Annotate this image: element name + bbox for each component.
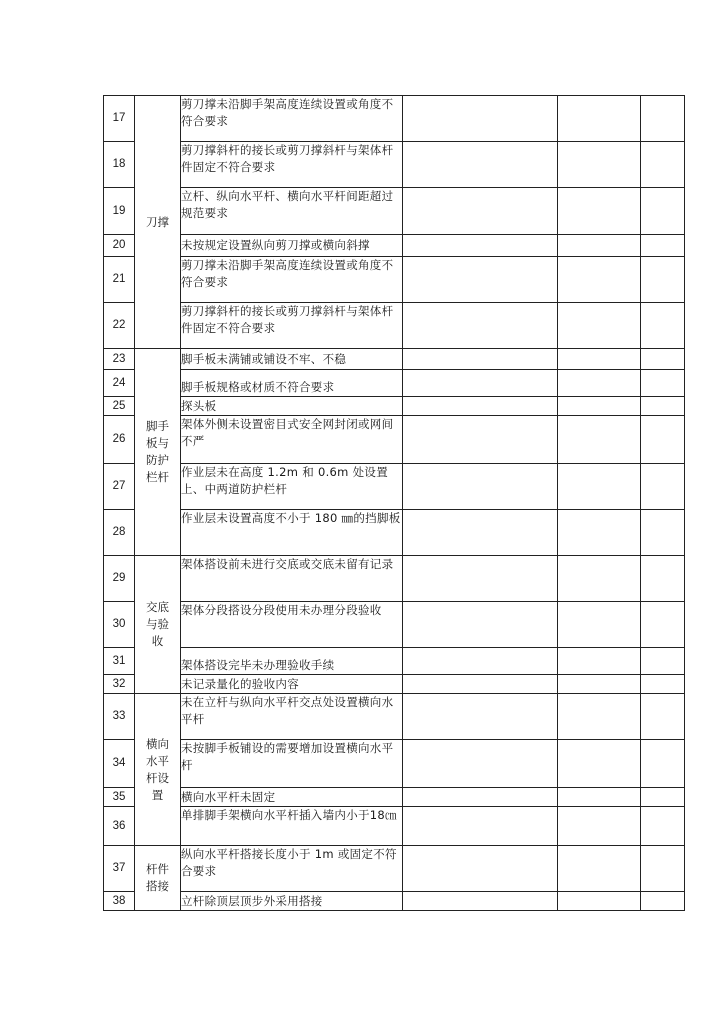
row-number: 36	[104, 807, 135, 846]
row-number: 19	[104, 188, 135, 235]
check-item: 剪刀撑未沿脚手架高度连续设置或角度不符合要求	[181, 257, 403, 303]
blank-cell	[558, 464, 641, 510]
blank-cell	[403, 602, 558, 648]
blank-cell	[641, 370, 685, 397]
row-number: 30	[104, 602, 135, 648]
table-row	[104, 807, 685, 846]
blank-cell	[403, 788, 558, 807]
blank-cell	[641, 235, 685, 257]
blank-cell	[403, 257, 558, 303]
row-number: 26	[104, 416, 135, 464]
row-number: 23	[104, 349, 135, 370]
check-item: 剪刀撑斜杆的接长或剪刀撑斜杆与架体杆件固定不符合要求	[181, 142, 403, 188]
blank-cell	[403, 740, 558, 788]
blank-cell	[641, 464, 685, 510]
check-item: 剪刀撑未沿脚手架高度连续设置或角度不符合要求	[181, 96, 403, 142]
check-item: 探头板	[181, 397, 403, 416]
row-number: 18	[104, 142, 135, 188]
check-item: 未按规定设置纵向剪刀撑或横向斜撑	[181, 235, 403, 257]
row-number: 35	[104, 788, 135, 807]
blank-cell	[641, 694, 685, 740]
table-row	[104, 788, 685, 807]
blank-cell	[403, 675, 558, 694]
check-item: 立杆除顶层顶步外采用搭接	[181, 892, 403, 911]
category-label: 横向水平杆设置	[146, 736, 169, 802]
table-row	[104, 303, 685, 349]
blank-cell	[641, 846, 685, 892]
blank-cell	[403, 416, 558, 464]
blank-cell	[558, 257, 641, 303]
row-number: 25	[104, 397, 135, 416]
blank-cell	[641, 397, 685, 416]
blank-cell	[641, 675, 685, 694]
table-row	[104, 142, 685, 188]
check-item: 立杆、纵向水平杆、横向水平杆间距超过规范要求	[181, 188, 403, 235]
blank-cell	[558, 675, 641, 694]
blank-cell	[558, 807, 641, 846]
blank-cell	[403, 303, 558, 349]
blank-cell	[558, 602, 641, 648]
table-row	[104, 510, 685, 556]
check-item: 架体分段搭设分段使用未办理分段验收	[181, 602, 403, 648]
table-row	[104, 416, 685, 464]
blank-cell	[403, 96, 558, 142]
row-number: 37	[104, 846, 135, 892]
blank-cell	[403, 235, 558, 257]
table-row	[104, 694, 685, 740]
row-number: 32	[104, 675, 135, 694]
blank-cell	[558, 648, 641, 675]
table-row	[104, 740, 685, 788]
check-item: 作业层未设置高度不小于 180 ㎜的挡脚板	[181, 510, 403, 556]
blank-cell	[641, 740, 685, 788]
blank-cell	[403, 807, 558, 846]
blank-cell	[558, 510, 641, 556]
category-cell	[135, 846, 181, 911]
blank-cell	[558, 556, 641, 602]
blank-cell	[403, 188, 558, 235]
category-cell	[135, 694, 181, 846]
blank-cell	[403, 370, 558, 397]
table-row	[104, 235, 685, 257]
row-number: 31	[104, 648, 135, 675]
table-row	[104, 349, 685, 370]
blank-cell	[641, 602, 685, 648]
blank-cell	[641, 257, 685, 303]
check-item: 作业层未在高度 1.2m 和 0.6m 处设置上、中两道防护栏杆	[181, 464, 403, 510]
blank-cell	[558, 142, 641, 188]
blank-cell	[641, 648, 685, 675]
row-number: 29	[104, 556, 135, 602]
table-row	[104, 602, 685, 648]
blank-cell	[558, 416, 641, 464]
blank-cell	[403, 556, 558, 602]
category-cell	[135, 349, 181, 556]
blank-cell	[558, 370, 641, 397]
blank-cell	[403, 892, 558, 911]
blank-cell	[403, 510, 558, 556]
blank-cell	[403, 349, 558, 370]
table-row	[104, 96, 685, 142]
check-item: 架体搭设完毕未办理验收手续	[181, 648, 403, 675]
blank-cell	[403, 648, 558, 675]
blank-cell	[403, 397, 558, 416]
table-row	[104, 892, 685, 911]
blank-cell	[641, 556, 685, 602]
check-item: 纵向水平杆搭接长度小于 1m 或固定不符合要求	[181, 846, 403, 892]
row-number: 21	[104, 257, 135, 303]
blank-cell	[558, 235, 641, 257]
blank-cell	[558, 788, 641, 807]
row-number: 17	[104, 96, 135, 142]
blank-cell	[558, 846, 641, 892]
row-number: 27	[104, 464, 135, 510]
blank-cell	[403, 464, 558, 510]
check-item: 脚手板未满铺或铺设不牢、不稳	[181, 349, 403, 370]
table-row	[104, 370, 685, 397]
blank-cell	[641, 303, 685, 349]
table-row	[104, 675, 685, 694]
blank-cell	[641, 416, 685, 464]
check-item: 脚手板规格或材质不符合要求	[181, 370, 403, 397]
table-row	[104, 648, 685, 675]
blank-cell	[558, 397, 641, 416]
blank-cell	[641, 892, 685, 911]
check-item: 横向水平杆未固定	[181, 788, 403, 807]
category-label: 刀撑	[146, 214, 169, 229]
blank-cell	[558, 694, 641, 740]
inspection-table	[103, 95, 685, 911]
row-number: 24	[104, 370, 135, 397]
row-number: 34	[104, 740, 135, 788]
category-label: 杆件搭接	[146, 862, 169, 893]
category-cell	[135, 96, 181, 349]
category-cell	[135, 556, 181, 694]
table-row	[104, 397, 685, 416]
check-item: 架体搭设前未进行交底或交底未留有记录	[181, 556, 403, 602]
blank-cell	[641, 510, 685, 556]
blank-cell	[558, 892, 641, 911]
blank-cell	[558, 96, 641, 142]
blank-cell	[641, 96, 685, 142]
blank-cell	[641, 188, 685, 235]
check-item: 未记录量化的验收内容	[181, 675, 403, 694]
blank-cell	[558, 303, 641, 349]
blank-cell	[641, 349, 685, 370]
category-label: 脚手板与防护栏杆	[146, 419, 169, 484]
blank-cell	[558, 349, 641, 370]
blank-cell	[403, 694, 558, 740]
category-label: 交底与验收	[146, 600, 169, 648]
table-row	[104, 846, 685, 892]
blank-cell	[403, 846, 558, 892]
check-item: 未按脚手板铺设的需要增加设置横向水平杆	[181, 740, 403, 788]
blank-cell	[558, 188, 641, 235]
table-row	[104, 257, 685, 303]
table-row	[104, 556, 685, 602]
check-item: 单排脚手架横向水平杆插入墙内小于18㎝	[181, 807, 403, 846]
blank-cell	[641, 807, 685, 846]
blank-cell	[641, 142, 685, 188]
table-row	[104, 188, 685, 235]
row-number: 33	[104, 694, 135, 740]
row-number: 28	[104, 510, 135, 556]
blank-cell	[403, 142, 558, 188]
check-item: 架体外侧未设置密目式安全网封闭或网间不严	[181, 416, 403, 464]
check-item: 剪刀撑斜杆的接长或剪刀撑斜杆与架体杆件固定不符合要求	[181, 303, 403, 349]
table-row	[104, 464, 685, 510]
blank-cell	[558, 740, 641, 788]
blank-cell	[641, 788, 685, 807]
row-number: 20	[104, 235, 135, 257]
row-number: 38	[104, 892, 135, 911]
check-item: 未在立杆与纵向水平杆交点处设置横向水平杆	[181, 694, 403, 740]
row-number: 22	[104, 303, 135, 349]
